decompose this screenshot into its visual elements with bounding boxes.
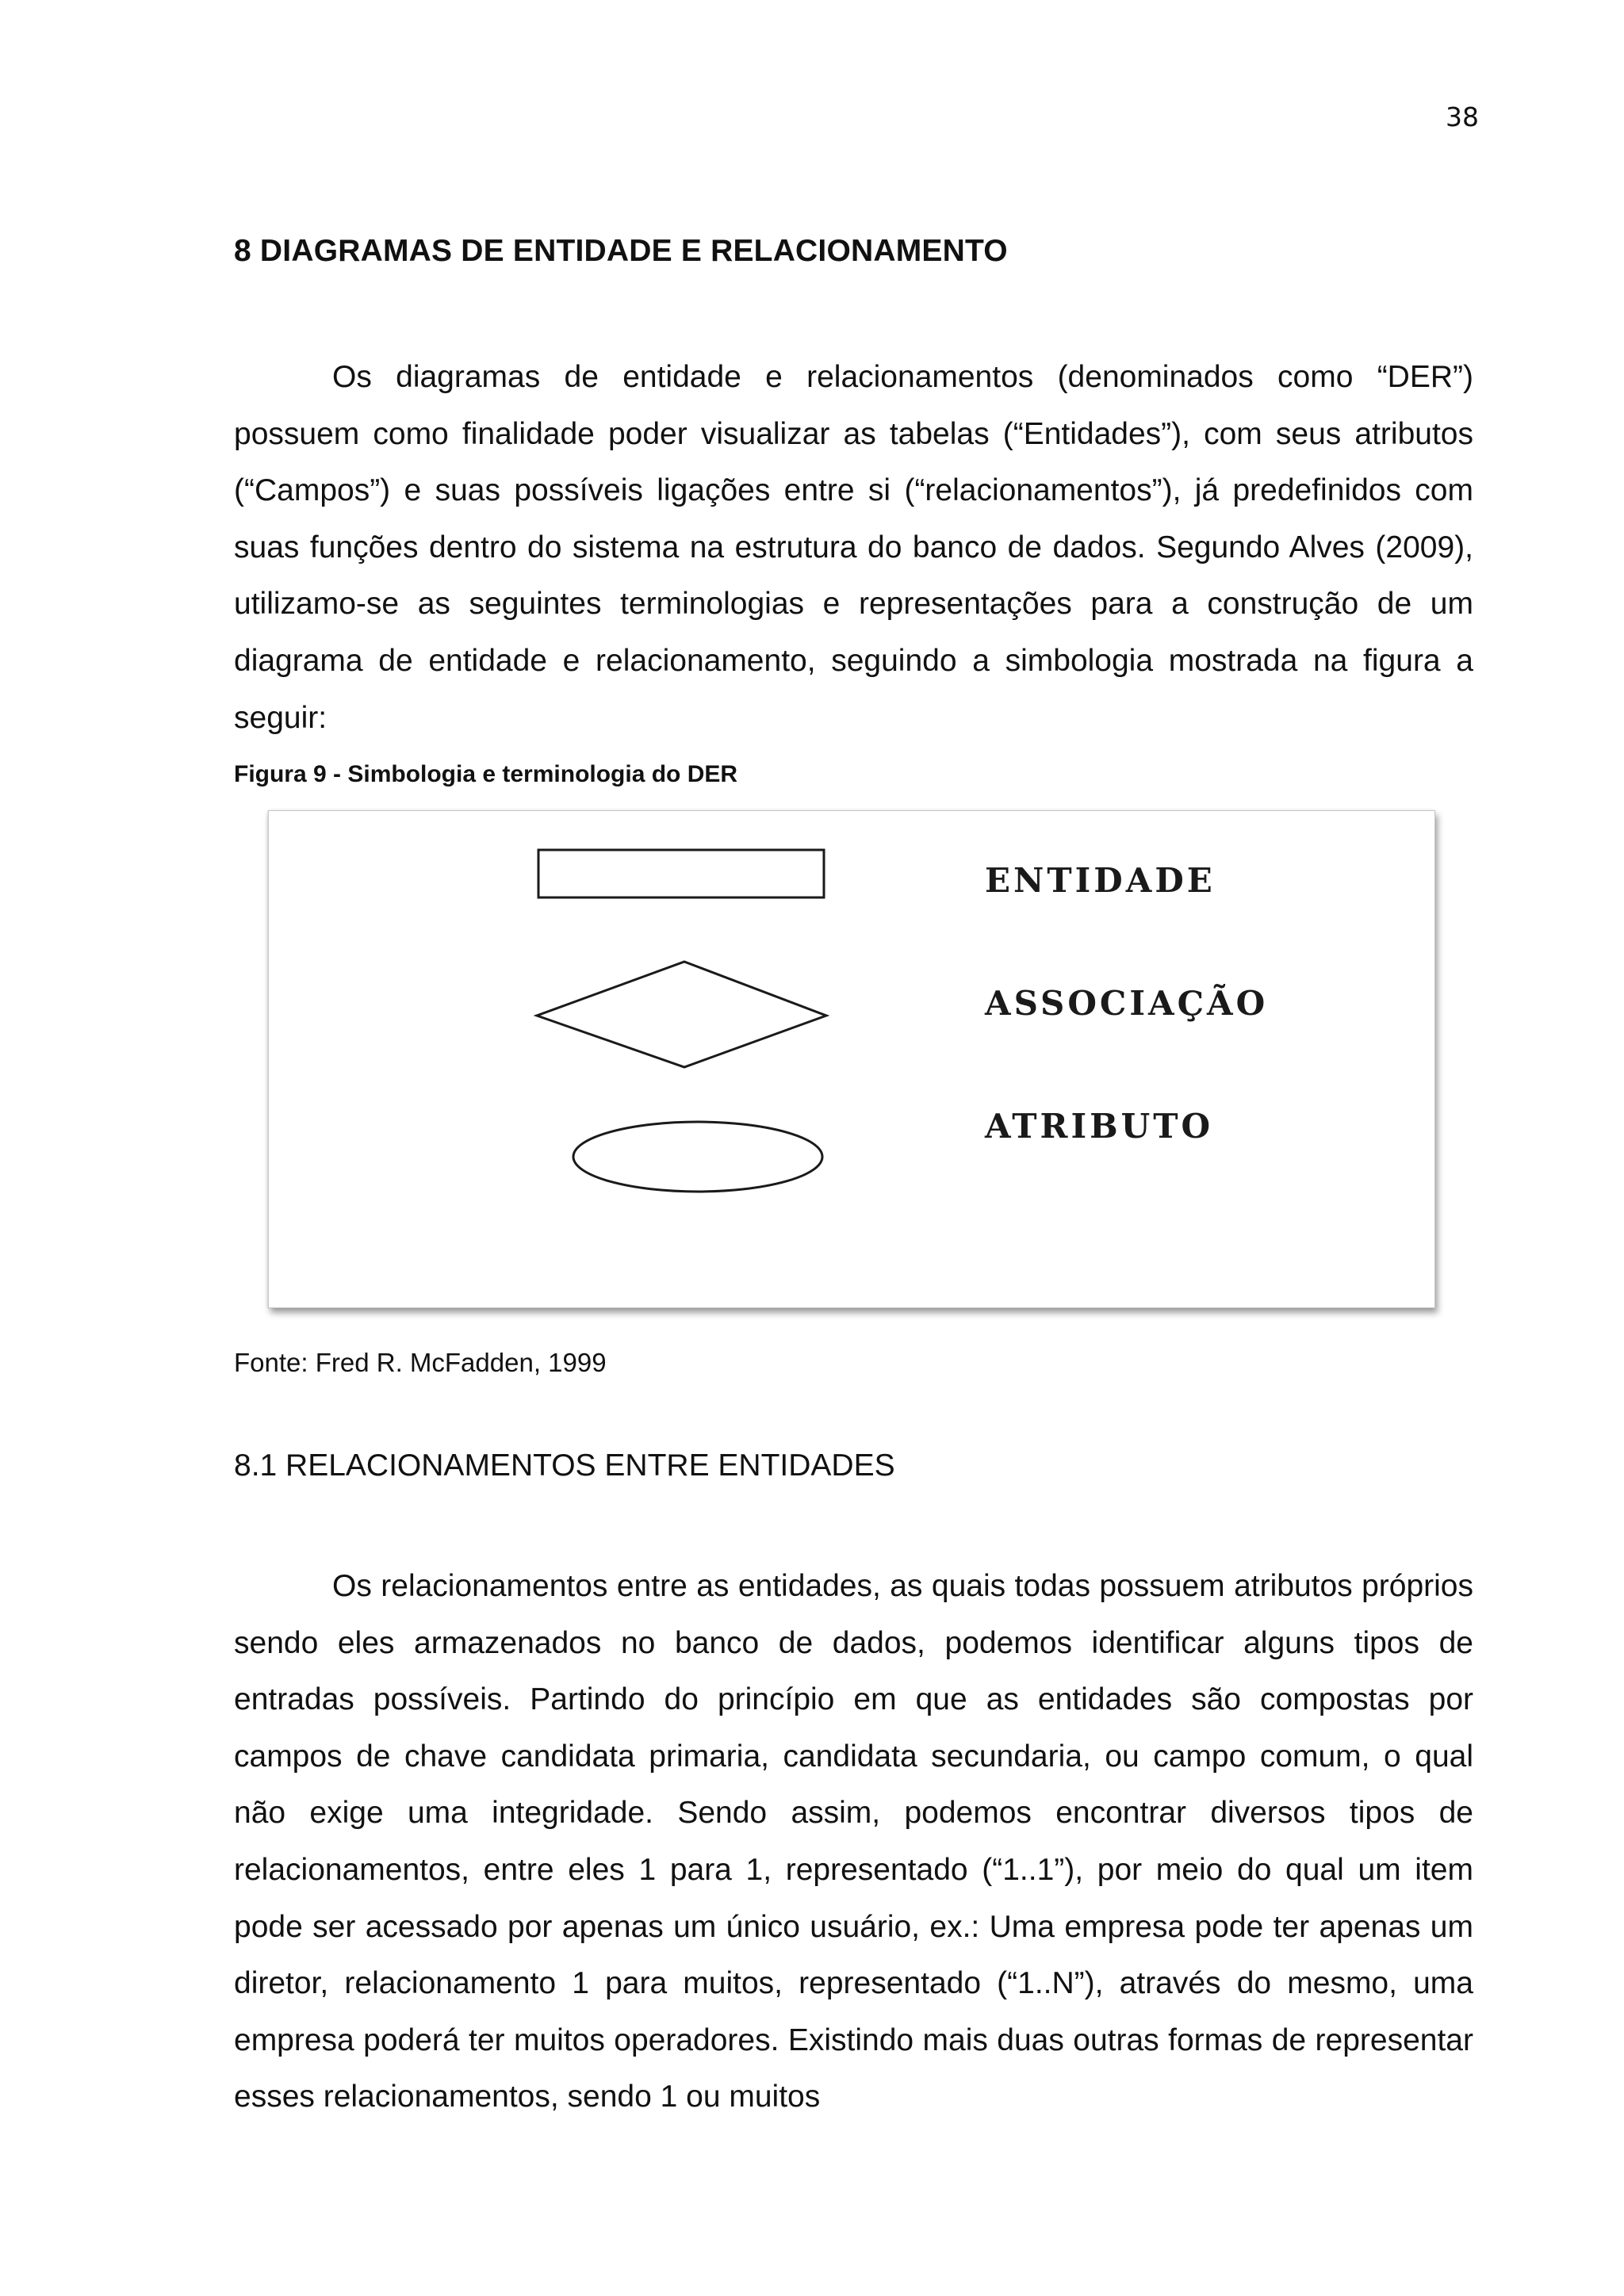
der-symbols-svg — [269, 811, 1434, 1307]
subsection-paragraph: Os relacionamentos entre as entidades, as quais todas possuem atributos próprios sendo eles armazenados no banco de dados, podemos identificar alguns tipos de entradas possíveis. Partindo do princípio em que as entidades são compostas por campos de chave candidata primaria, candidata secundaria, ou campo comum, o qual não exige uma integridade. Sendo assim, podemos encontrar diversos tipos de relacionamentos, entre eles 1 para 1, representado (“1..1”), por meio do qual um item pode ser acessado por apenas um único usuário, ex.: Uma empresa pode ter apenas um diretor, relacionamento 1 para muitos, representado (“1..N”), através do mesmo, uma empresa poderá ter muitos operadores. Existindo mais duas outras formas de representar esses relacionamentos, sendo 1 ou muitos — [234, 1569, 1473, 2114]
entity-rectangle-symbol — [538, 850, 824, 897]
subsection-heading: 8.1 RELACIONAMENTOS ENTRE ENTIDADES — [234, 1448, 895, 1483]
figure-source: Fonte: Fred R. McFadden, 1999 — [234, 1348, 607, 1377]
page-number: 38 — [1446, 101, 1479, 132]
association-label: ASSOCIAÇÃO — [985, 984, 1269, 1023]
entity-label: ENTIDADE — [985, 861, 1216, 900]
section-heading: 8 DIAGRAMAS DE ENTIDADE E RELACIONAMENTO — [234, 234, 1008, 268]
attribute-label: ATRIBUTO — [985, 1107, 1214, 1146]
section-paragraph: Os diagramas de entidade e relacionamentos (denominados como “DER”) possuem como finalidade poder visualizar as tabelas (“Entidades”), com seus atributos (“Campos”) e suas possíveis ligações entre si (“relacionamentos”), já predefinidos com suas funções dentro do sistema na estrutura do banco de dados. Segundo Alves (2009), utilizamo-se as seguintes terminologias e representações para a construção de um diagrama de entidade e relacionamento, seguindo a simbologia mostrada na figura a seguir: — [234, 360, 1473, 735]
association-diamond-symbol — [537, 962, 826, 1067]
der-symbology-figure — [268, 810, 1435, 1308]
attribute-ellipse-symbol — [573, 1122, 822, 1192]
figure-caption: Figura 9 - Simbologia e terminologia do DER — [234, 761, 738, 787]
